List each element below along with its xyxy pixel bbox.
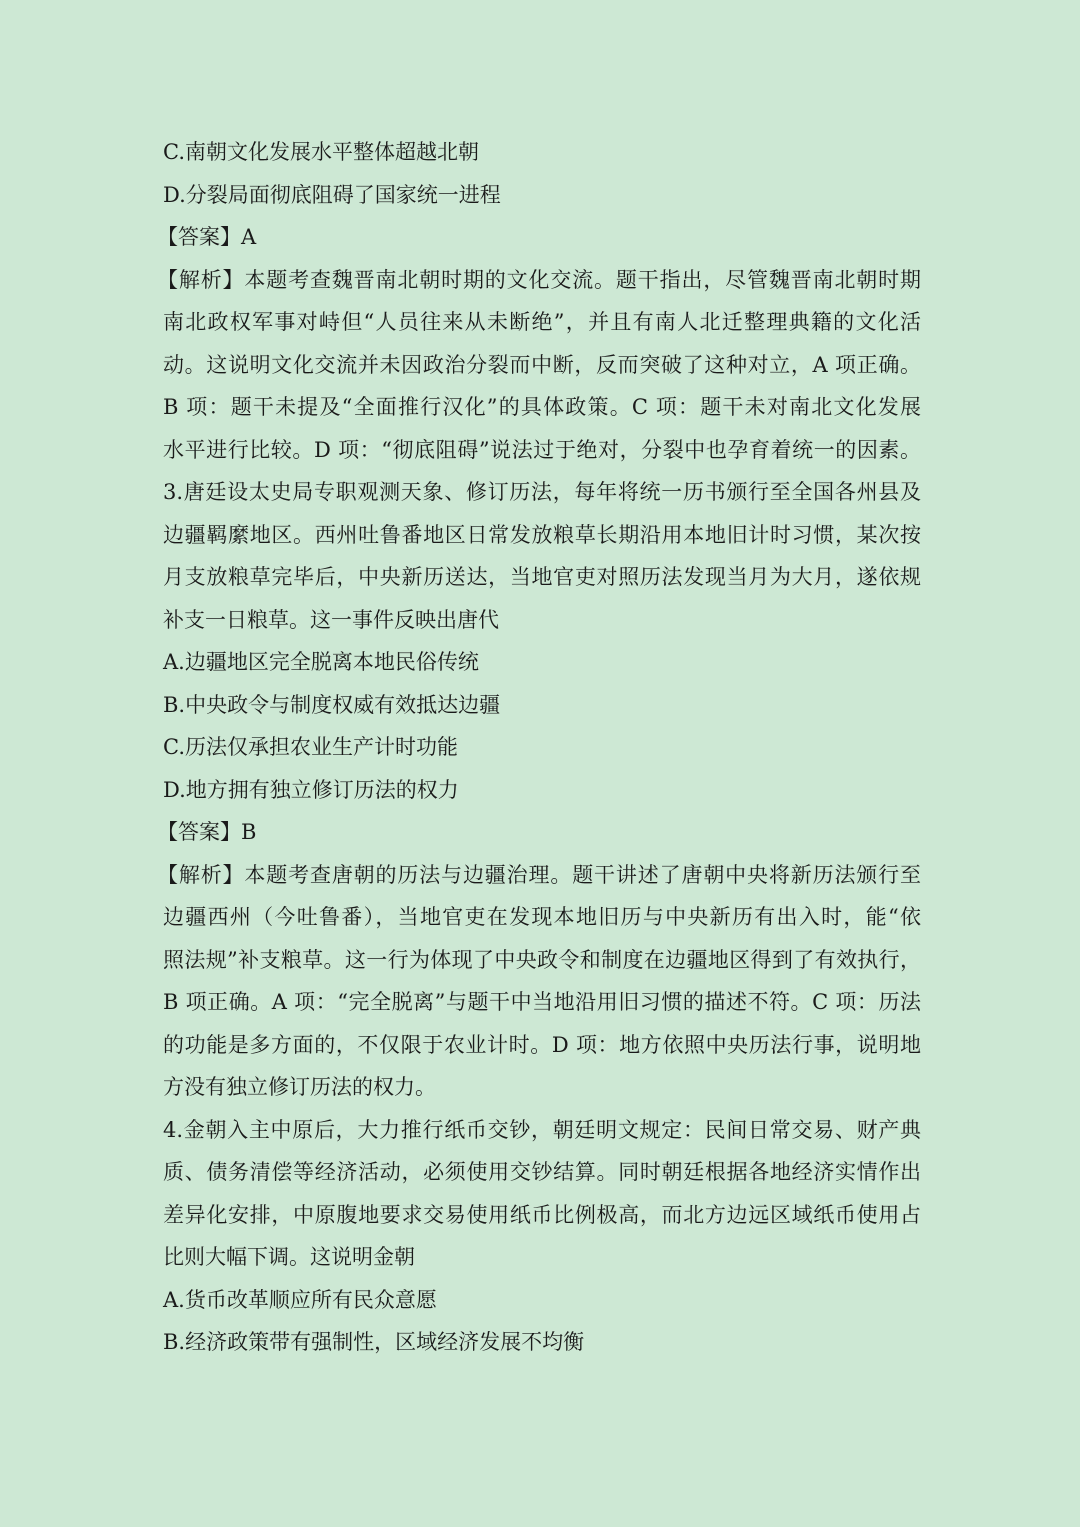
- option-c-q3: C.历法仅承担农业生产计时功能: [163, 735, 458, 759]
- question-4-line-1: 4.金朝入主中原后，大力推行纸币交钞，朝廷明文规定：民间日常交易、财产典: [163, 1117, 921, 1142]
- option-a-q3: A.边疆地区完全脱离本地民俗传统: [163, 650, 479, 674]
- analysis-q2-line-2: 南北政权军事对峙但“人员往来从未断绝”，并且有南人北迁整理典籍的文化活: [163, 310, 921, 334]
- analysis-q3-line-6: 方没有独立修订历法的权力。: [163, 1075, 436, 1099]
- question-4-line-4: 比则大幅下调。这说明金朝: [163, 1245, 415, 1269]
- option-b-q3: B.中央政令与制度权威有效抵达边疆: [163, 692, 501, 717]
- question-3-line-4: 补支一日粮草。这一事件反映出唐代: [163, 607, 499, 632]
- analysis-q3-line-4: B 项正确。A 项：“完全脱离”与题干中当地沿用旧习惯的描述不符。C 项：历法: [163, 990, 921, 1014]
- analysis-q3-line-1: 【解析】本题考查唐朝的历法与边疆治理。题干讲述了唐朝中央将新历法颁行至: [157, 862, 921, 887]
- analysis-q2-line-5: 水平进行比较。D 项：“彻底阻碍”说法过于绝对，分裂中也孕育着统一的因素。: [163, 437, 921, 462]
- analysis-q2-line-1: 【解析】本题考查魏晋南北朝时期的文化交流。题干指出，尽管魏晋南北朝时期: [157, 267, 921, 292]
- option-c-q2: C.南朝文化发展水平整体超越北朝: [163, 140, 479, 164]
- answer-q3: 【答案】B: [157, 820, 257, 844]
- analysis-q3-line-3: 照法规”补支粮草。这一行为体现了中央政令和制度在边疆地区得到了有效执行，: [163, 947, 921, 972]
- option-a-q4: A.货币改革顺应所有民众意愿: [163, 1287, 437, 1312]
- analysis-q3-line-5: 的功能是多方面的，不仅限于农业计时。D 项：地方依照中央历法行事，说明地: [163, 1032, 921, 1057]
- analysis-q3-line-2: 边疆西州（今吐鲁番），当地官吏在发现本地旧历与中央新历有出入时，能“依: [163, 905, 921, 929]
- question-3-line-1: 3.唐廷设太史局专职观测天象、修订历法，每年将统一历书颁行至全国各州县及: [163, 480, 921, 504]
- option-d-q3: D.地方拥有独立修订历法的权力: [163, 777, 459, 802]
- option-b-q4: B.经济政策带有强制性，区域经济发展不均衡: [163, 1330, 585, 1354]
- question-3-line-2: 边疆羁縻地区。西州吐鲁番地区日常发放粮草长期沿用本地旧计时习惯，某次按: [163, 522, 921, 547]
- answer-q2: 【答案】A: [157, 225, 257, 249]
- analysis-q2-line-3: 动。这说明文化交流并未因政治分裂而中断，反而突破了这种对立，A 项正确。: [163, 352, 921, 377]
- question-4-line-2: 质、债务清偿等经济活动，必须使用交钞结算。同时朝廷根据各地经济实情作出: [163, 1160, 921, 1184]
- question-3-line-3: 月支放粮草完毕后，中央新历送达，当地官吏对照历法发现当月为大月，遂依规: [163, 565, 921, 589]
- document-page: [157, 131, 921, 1364]
- question-4-line-3: 差异化安排，中原腹地要求交易使用纸币比例极高，而北方边远区域纸币使用占: [163, 1202, 921, 1227]
- option-d-q2: D.分裂局面彻底阻碍了国家统一进程: [163, 182, 501, 207]
- analysis-q2-line-4: B 项：题干未提及“全面推行汉化”的具体政策。C 项：题干未对南北文化发展: [163, 395, 921, 419]
